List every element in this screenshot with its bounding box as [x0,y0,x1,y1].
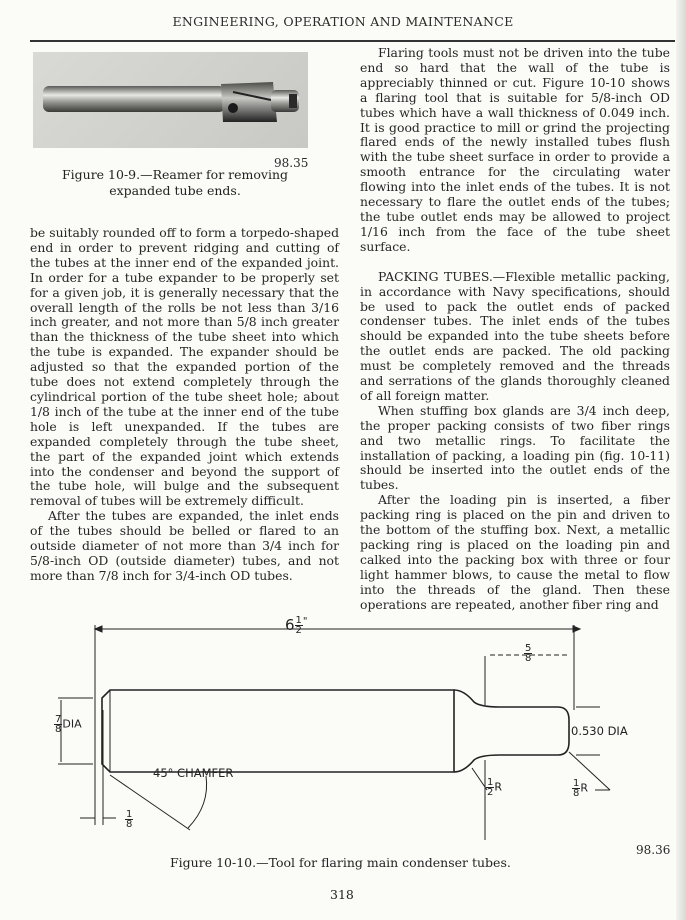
fraction-numerator: 1 [487,777,494,788]
chamfer-label: 45° CHAMFER [153,766,234,780]
tip-length-label [524,644,532,663]
figure-10-10-caption: Figure 10-10.—Tool for flaring main condenser tubes. [170,855,511,870]
right-column-text [360,46,670,613]
overall-length-fraction [295,616,303,635]
arrow-left [95,626,102,632]
figure-10-9-number: 98.35 [274,156,309,170]
left-column-text [30,226,339,584]
fraction-numerator: 1 [573,778,580,789]
fraction-denominator: 8 [573,788,580,799]
body-dia-label [54,715,82,734]
tool-body [102,690,454,772]
page-number: 318 [330,887,354,902]
reamer-cutter [221,82,277,122]
fraction-numerator: 1 [295,615,302,626]
flaring-tool-drawing [40,600,640,850]
paragraph: be suitably rounded off to form a torpedo-shaped end in order to prevent ridging and cutting of the tubes at the inner end of the expanded joint. In order for a tube expander to be properly set for a given job, it is generally necessary that the overall length of the rolls be not less than 3/16 inch greater, and not more than 5/8 inch greater than the thickness of the tube sheet into which the tube is expanded. The expander should be adjusted so that the expanded portion of the tube does not extend completely through the cylindrical portion of the tube sheet hole; about 1/8 inch of the tube at the inner end of the tube hole is left unexpanded. If the tubes are expanded completely through the tube sheet, the part of the expanded joint which extends into the condenser and beyond the support of the tube hole, will bulge and the subsequent removal of tubes will be extremely difficult. [30,225,339,509]
reamer-illustration [33,52,308,148]
paragraph-packing-tubes: PACKING TUBES.—Flexible metallic packing, in accordance with Navy specifications, should be used to pack the outlet ends of packed condenser tubes. The inlet ends of the tubes should be expanded into the tube sheets before the outlet ends are packed. The old packing must be completely removed and the threads and serrations of the glands thoroughly cleaned of all foreign matter. [360,268,670,403]
figure-10-9-caption [40,167,310,199]
fraction-denominator: 8 [525,653,532,664]
reamer-pilot-end [289,94,297,108]
chamfer-length-fraction [125,810,133,829]
chamfer-angle-arc [188,776,207,828]
overall-length-label [285,616,308,635]
caption-line: expanded tube ends. [109,183,241,198]
fraction-numerator: 5 [525,643,532,654]
dia-suffix: DIA [62,717,82,731]
reamer-hole [228,103,238,113]
fraction-numerator: 7 [55,714,62,725]
reamer-shaft [43,86,225,112]
paragraph: When stuffing box glands are 3/4 inch deep, the proper packing consists of two fiber rings and two metallic rings. To facilitate the installation of packing, a loading pin (fig. 10-11) should be inserted into the outlet ends of the tubes. [360,402,670,493]
tip-length-fraction [524,644,532,663]
chamfer-length-label [125,810,133,829]
figure-10-10-number: 98.36 [636,843,671,857]
radius-suffix: R [580,781,589,795]
caption-line: Figure 10-9.—Reamer for removing [61,167,289,182]
inch-mark: " [302,616,308,627]
tool-tip [454,690,569,772]
tip-dia-label: 0.530 DIA [571,724,628,738]
page-edge-shadow [676,0,686,920]
fraction-denominator: 2 [487,787,494,798]
tip-radius-label [572,779,588,798]
overall-length-whole: 6 [285,616,295,634]
radius-suffix: R [494,780,503,794]
chamfer-leader [110,775,190,830]
running-header: ENGINEERING, OPERATION AND MAINTENANCE [172,14,514,29]
fraction-numerator: 1 [126,809,133,820]
fraction-denominator: 8 [126,819,133,830]
paragraph: Flaring tools must not be driven into the tube end so hard that the wall of the tube is appreciably thinned or cut. Figure 10-10 shows a flaring tool that is suitable for 5/8-inch OD tubes which have a wall thickness of 0.049 inch. It is good practice to mill or grind the projecting flared ends of the newly installed tubes flush with the tube sheet surface in order to provide a smooth entrance for the circulating water flowing into the inlet ends of the tubes. It is not necessary to flare the outlet ends of the tubes; the tube outlet ends may be allowed to project 1/16 inch from the face of the tube sheet surface. [360,45,670,254]
paragraph: After the tubes are expanded, the inlet ends of the tubes should be belled or flared to an outside diameter of not more than 3/4 inch for 5/8-inch OD (outside diameter) tubes, and not more than 7/8 inch for 3/4-inch OD tubes. [30,508,339,583]
neck-radius-label [486,778,502,797]
header-rule [30,40,675,42]
fraction-denominator: 8 [55,724,62,735]
reamer-photo [33,52,308,148]
paragraph: After the loading pin is inserted, a fiber packing ring is placed on the pin and driven to the bottom of the stuffing box. Next, a metallic packing ring is placed on the loading pin and calked into the packing box with three or four light hammer blows, to cause the metal to flow into the threads of the gland. Then these operations are repeated, another fiber ring and [360,492,670,612]
fraction-denominator: 2 [295,625,302,636]
